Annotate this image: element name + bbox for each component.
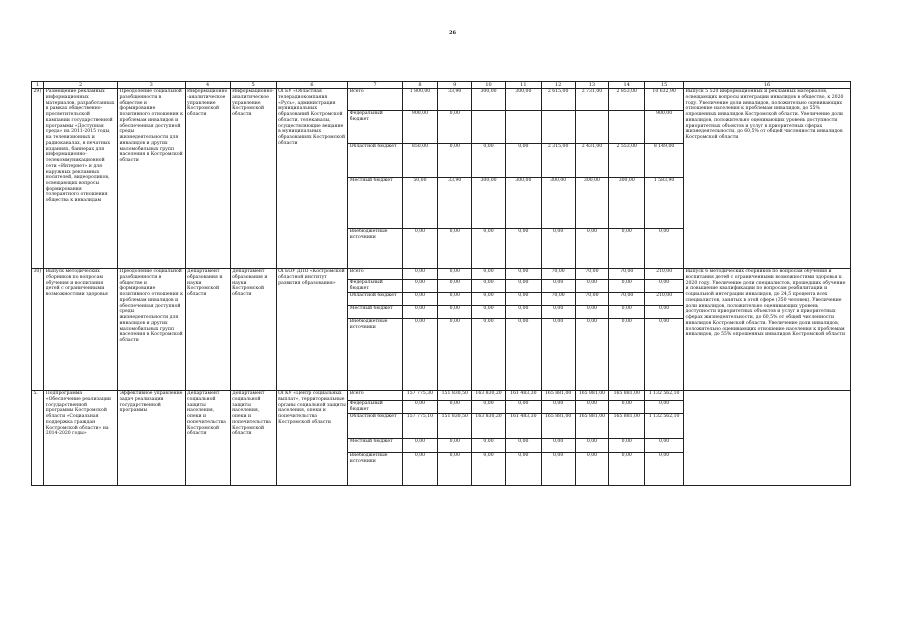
source-cell: Областной бюджет [348,293,402,306]
row-number: 30) [32,269,44,391]
program-table [31,81,851,486]
value-cell [541,111,575,144]
value-cell: 0,00 [472,439,506,453]
value-cell: 900,00 [402,111,438,144]
result-cell [684,391,851,486]
value-cell: 157 775,10 [402,414,438,439]
source-cell: Областной бюджет [348,414,402,439]
value-cell: 10 632,90 [645,89,684,111]
responsible-cell: Департамент образования и науки Костромской области [185,269,230,391]
customer-cell: Информационно-аналитическое управление Костромской области [230,89,276,269]
value-cell: 0,00 [472,269,506,280]
value-cell: 0,00 [402,229,438,269]
value-cell: 0,00 [402,319,438,391]
value-cell: 0,00 [505,453,541,486]
value-cell: 1 583,90 [645,178,684,229]
value-cell: 0,00 [609,439,645,453]
header-cell: 11 [505,82,541,89]
value-cell: 0,00 [609,280,645,293]
source-cell: Всего [348,269,402,280]
value-cell: 70,00 [541,269,575,280]
value-cell: 0,00 [541,319,575,391]
source-cell: Федеральный бюджет [348,280,402,293]
value-cell: 0,00 [645,439,684,453]
value-cell: 0,00 [609,306,645,319]
value-cell: 0,00 [575,319,609,391]
value-cell [575,111,609,144]
value-cell: 165 881,00 [609,391,645,401]
value-cell: 300,00 [472,178,506,229]
value-cell: 900,00 [645,111,684,144]
value-cell: 300,00 [609,178,645,229]
value-cell: 300,00 [575,178,609,229]
value-cell: 0,00 [645,319,684,391]
source-cell: Местный бюджет [348,306,402,319]
value-cell: 163 830,20 [472,414,506,439]
executor-cell: ОГБОУ ДПО «Костромской областной институт развития образования» [276,269,348,391]
value-cell [505,111,541,144]
executor-cell: ОГБУ «Областная телерадиокомпания «Русь», администрация муниципальных образований Костромской области, телеканалы, осуществляющие вещание в муниципальных образованиях Костромской области [276,89,348,269]
value-cell: 2 853,00 [609,89,645,111]
value-cell: 0,00 [505,269,541,280]
value-cell: 0,00 [438,306,472,319]
value-cell: 300,00 [505,89,541,111]
value-cell: 8 149,00 [645,144,684,178]
responsible-cell: Департамент социальной защиты населения, опеки и попечительства Костромской области [185,391,230,486]
value-cell: 0,00 [645,229,684,269]
header-cell: 3 [117,82,185,89]
value-cell: 300,00 [541,178,575,229]
value-cell: 2 431,00 [575,144,609,178]
value-cell: 0,00 [505,401,541,414]
value-cell: 2 615,00 [541,89,575,111]
measure-cell: Размещение рекламных информационных материалов, разработанных в рамках общественно-просветительской кампании государственной программы «Доступная среда» на 2011-2015 годы, на телевизионных и радиоканалах, в печатных изданиях, баннерах для информационно-телекоммуникационной сети «Интернет» и для наружных рекламных носителей, видеороликов, освещающих вопросы формирования толерантного отношения общества к инвалидам [44,89,118,269]
value-cell: 165 881,00 [609,414,645,439]
value-cell: 0,00 [645,453,684,486]
value-cell: 0,00 [402,453,438,486]
header-cell: 7 [348,82,402,89]
value-cell: 0,00 [505,306,541,319]
value-cell: 0,00 [472,401,506,414]
value-cell: 0,00 [402,306,438,319]
value-cell: 165 881,00 [541,414,575,439]
value-cell: 70,00 [575,269,609,280]
value-cell: 0,00 [505,280,541,293]
value-cell: 50,00 [402,178,438,229]
value-cell: 0,00 [438,401,472,414]
value-cell: 0,00 [575,439,609,453]
header-cell: 4 [185,82,230,89]
value-cell: 0,00 [609,453,645,486]
source-cell: Всего [348,391,402,401]
value-cell: 0,00 [609,401,645,414]
header-cell: 14 [609,82,645,89]
value-cell: 165 881,00 [541,391,575,401]
value-cell: 70,00 [575,293,609,306]
value-cell: 165 881,00 [575,391,609,401]
value-cell: 0,00 [438,111,472,144]
value-cell: 0,00 [438,269,472,280]
table-row [32,89,851,111]
value-cell: 0,00 [402,269,438,280]
value-cell: 1 800,00 [402,89,438,111]
value-cell: 161 483,30 [505,414,541,439]
measure-cell: Выпуск методических сборников по вопросам обучения и воспитания детей с ограниченными возможностями здоровья [44,269,118,391]
value-cell: 163 830,20 [472,391,506,401]
value-cell: 0,00 [472,144,506,178]
value-cell [609,111,645,144]
value-cell: 1 132 562,10 [645,414,684,439]
value-cell: 0,00 [541,453,575,486]
value-cell: 210,00 [645,293,684,306]
result-cell: Выпуск 5 520 информационных и рекламных материалов, освещающих вопросы интеграции инвалидов в общество, к 2020 году. Увеличение доли инвалидов, положительно оценивающих отношение населения к проблемам инвалидов, до 55% опрошенных инвалидов Костромской области. Увеличение доли инвалидов, положительно оценивающих уровень доступности приоритетных объектов и услуг в приоритетных сферах жизнедеятельности, до 60,5% от общей численности инвалидов Костромской области [684,89,851,269]
header-cell: 16 [684,82,851,89]
value-cell: 0,00 [541,229,575,269]
value-cell: 0,00 [472,319,506,391]
header-cell: 5 [230,82,276,89]
value-cell: 0,00 [438,280,472,293]
value-cell: 0,00 [505,229,541,269]
header-cell: 13 [575,82,609,89]
row-number: 5. [32,391,44,486]
value-cell: 0,00 [645,280,684,293]
value-cell: 70,00 [609,269,645,280]
value-cell: 161 483,30 [505,391,541,401]
value-cell: 0,00 [472,453,506,486]
source-cell: Областной бюджет [348,144,402,178]
value-cell: 0,00 [438,453,472,486]
value-cell: 0,00 [575,229,609,269]
page-number: 26 [449,30,456,36]
value-cell: 0,00 [438,439,472,453]
value-cell: 0,00 [645,401,684,414]
value-cell: 0,00 [402,439,438,453]
value-cell: 0,00 [505,439,541,453]
table-row [32,391,851,401]
source-cell: Внебюджетные источники [348,453,402,486]
value-cell: 33,90 [438,178,472,229]
value-cell: 0,00 [609,229,645,269]
header-cell: 12 [541,82,575,89]
value-cell: 0,00 [472,293,506,306]
value-cell: 300,00 [505,178,541,229]
value-cell: 0,00 [402,280,438,293]
value-cell: 70,00 [609,293,645,306]
value-cell: 1 132 562,10 [645,391,684,401]
header-row [32,82,851,89]
value-cell: 33,90 [438,89,472,111]
value-cell: 0,00 [609,319,645,391]
value-cell: 0,00 [505,293,541,306]
value-cell: 157 775,30 [402,391,438,401]
value-cell: 0,00 [438,144,472,178]
executor-cell: ОГКУ «Центр социальных выплат», территориальные органы социальной защиты населения, опеки и попечительства Костромской области [276,391,348,486]
value-cell: 0,00 [438,319,472,391]
measure-cell: Подпрограмма «Обеспечение реализации государственной программы Костромской области «Социальная поддержка граждан Костромской области» на 2014-2020 годы» [44,391,118,486]
value-cell: 151 830,50 [438,391,472,401]
result-cell: Выпуск 6 методических сборников по вопросам обучения и воспитания детей с ограниченными возможностями здоровья к 2020 году. Увеличение доли специалистов, прошедших обучение и повышение квалификации по вопросам реабилитации и социальной интеграции инвалидов, до 24,5 процента всех специалистов, занятых в этой сфере (350 человек). Увеличение доли инвалидов, положительно оценивающих уровень доступности приоритетных объектов и услуг в приоритетных сферах жизнедеятельности, до 60,5% от общей численности инвалидов Костромской области. Увеличение доли инвалидов, положительно оценивающих отношение населения к проблемам инвалидов, до 55% опрошенных инвалидов Костромской области [684,269,851,391]
value-cell: 0,00 [541,439,575,453]
value-cell: 850,00 [402,144,438,178]
customer-cell: Департамент образования и науки Костромской области [230,269,276,391]
value-cell: 2 315,00 [541,144,575,178]
goal-cell: Эффективное управление задач реализации государственной программы [117,391,185,486]
header-cell: 15 [645,82,684,89]
source-cell: Всего [348,89,402,111]
value-cell: 0,00 [472,280,506,293]
table-row [32,269,851,280]
header-cell: 8 [402,82,438,89]
value-cell: 0,00 [575,401,609,414]
value-cell: 0,00 [541,401,575,414]
header-cell: 9 [438,82,472,89]
header-cell: 1 [32,82,44,89]
value-cell: 0,00 [505,319,541,391]
source-cell: Федеральный бюджет [348,111,402,144]
value-cell [472,111,506,144]
responsible-cell: Информационно-аналитическое управление Костромской области [185,89,230,269]
source-cell: Внебюджетные источники [348,319,402,391]
header-cell: 2 [44,82,118,89]
value-cell: 151 830,50 [438,414,472,439]
source-cell: Федеральный бюджет [348,401,402,414]
value-cell: 70,00 [541,293,575,306]
source-cell: Внебюджетные источники [348,229,402,269]
value-cell: 0,00 [438,229,472,269]
row-number: 29) [32,89,44,269]
value-cell: 0,00 [402,401,438,414]
source-cell: Местный бюджет [348,178,402,229]
value-cell: 2 731,00 [575,89,609,111]
goal-cell: Преодоление социальной разобщенности в обществе и формирование позитивного отношения к проблемам инвалидов и обеспеченная доступной среды жизнедеятельности для инвалидов и других маломобильных групп населения в Костромской области [117,89,185,269]
value-cell: 0,00 [402,293,438,306]
value-cell: 0,00 [541,306,575,319]
value-cell: 0,00 [505,144,541,178]
value-cell: 210,00 [645,269,684,280]
value-cell: 0,00 [438,293,472,306]
value-cell: 300,00 [472,89,506,111]
customer-cell: Департамент социальной защиты населения, опеки и попечительства Костромской области [230,391,276,486]
value-cell: 0,00 [575,280,609,293]
value-cell: 0,00 [472,306,506,319]
value-cell: 0,00 [645,306,684,319]
value-cell: 0,00 [541,280,575,293]
goal-cell: Преодоление социальной разобщенности в обществе и формирование позитивного отношения к проблемам инвалидов и обеспеченная доступной среды жизнедеятельности для инвалидов и других маломобильных групп населения в Костромской области [117,269,185,391]
value-cell: 0,00 [472,229,506,269]
header-cell: 6 [276,82,348,89]
value-cell: 2 553,00 [609,144,645,178]
header-cell: 10 [472,82,506,89]
value-cell: 0,00 [575,306,609,319]
value-cell: 0,00 [575,453,609,486]
value-cell: 165 881,00 [575,414,609,439]
source-cell: Местный бюджет [348,439,402,453]
